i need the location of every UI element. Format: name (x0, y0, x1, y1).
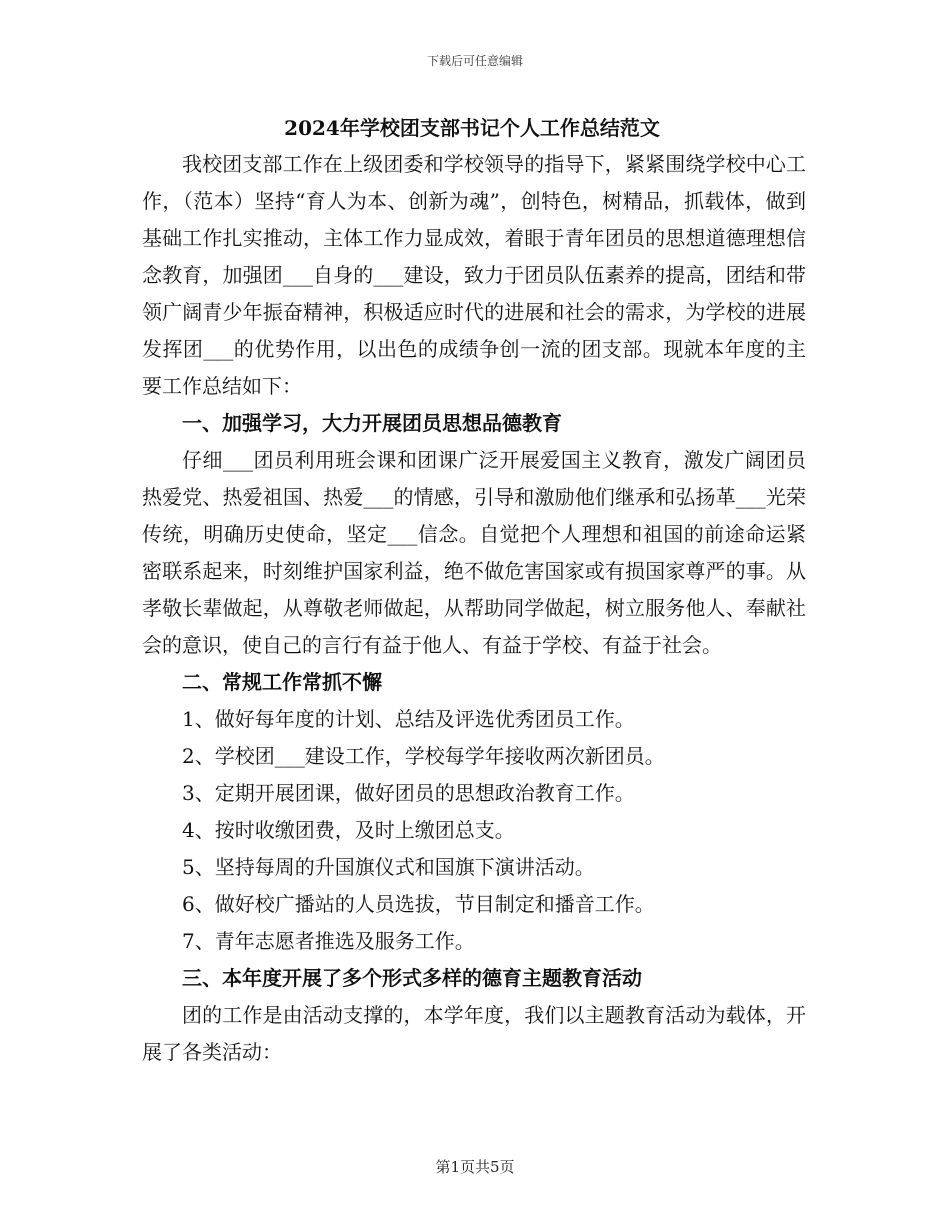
document-title: 2024年学校团支部书记个人工作总结范文 (284, 116, 660, 140)
list-item: 1、做好每年度的计划、总结及评选优秀团员工作。 (182, 707, 635, 731)
page-number: 第1页共5页 (435, 1158, 515, 1176)
document-body (142, 146, 806, 1071)
page-header-note: 下载后可任意编辑 (426, 54, 523, 68)
list-item: 5、坚持每周的升国旗仪式和国旗下演讲活动。 (182, 855, 595, 879)
section-1-paragraph: 仔细___团员利用班会课和团课广泛开展爱国主义教育，激发广阔团员热爱党、热爱祖国、热爱___的情感，引导和激励他们继承和弘扬革___光荣传统，明确历史使命，坚定___信念。自觉把个人理想和祖国的前途命运紧密联系起来，时刻维护国家利益，绝不做危害国家或有损国家尊严的事。从孝敬长辈做起，从尊敬老师做起，从帮助同学做起，树立服务他人、奉献社会的意识，使自己的言行有益于他人、有益于学校、有益于社会。 (142, 448, 806, 657)
intro-paragraph: 我校团支部工作在上级团委和学校领导的指导下，紧紧围绕学校中心工作，（范本）坚持“育人为本、创新为魂”，创特色，树精品，抓载体，做到基础工作扎实推动，主体工作力显成效，着眼于青年团员的思想道德理想信念教育，加强团___自身的___建设，致力于团员队伍素养的提高，团结和带领广阔青少年振奋精神，积极适应时代的进展和社会的需求，为学校的进展发挥团___的优势作用，以出色的成绩争创一流的团支部。现就本年度的主要工作总结如下： (142, 152, 806, 398)
list-item: 2、学校团___建设工作，学校每学年接收两次新团员。 (182, 744, 665, 768)
list-item: 4、按时收缴团费，及时上缴团总支。 (182, 818, 515, 842)
list-item: 7、青年志愿者推选及服务工作。 (182, 929, 475, 953)
section-2-heading: 二、常规工作常抓不懈 (182, 670, 382, 694)
section-1-heading: 一、加强学习，大力开展团员思想品德教育 (182, 411, 562, 435)
list-item: 6、做好校广播站的人员选拔，节目制定和播音工作。 (182, 892, 655, 916)
section-3-heading: 三、本年度开展了多个形式多样的德育主题教育活动 (182, 966, 642, 990)
list-item: 3、定期开展团课，做好团员的思想政治教育工作。 (182, 781, 635, 805)
section-3-paragraph: 团的工作是由活动支撑的，本学年度，我们以主题教育活动为载体，开展了各类活动： (142, 1003, 806, 1064)
